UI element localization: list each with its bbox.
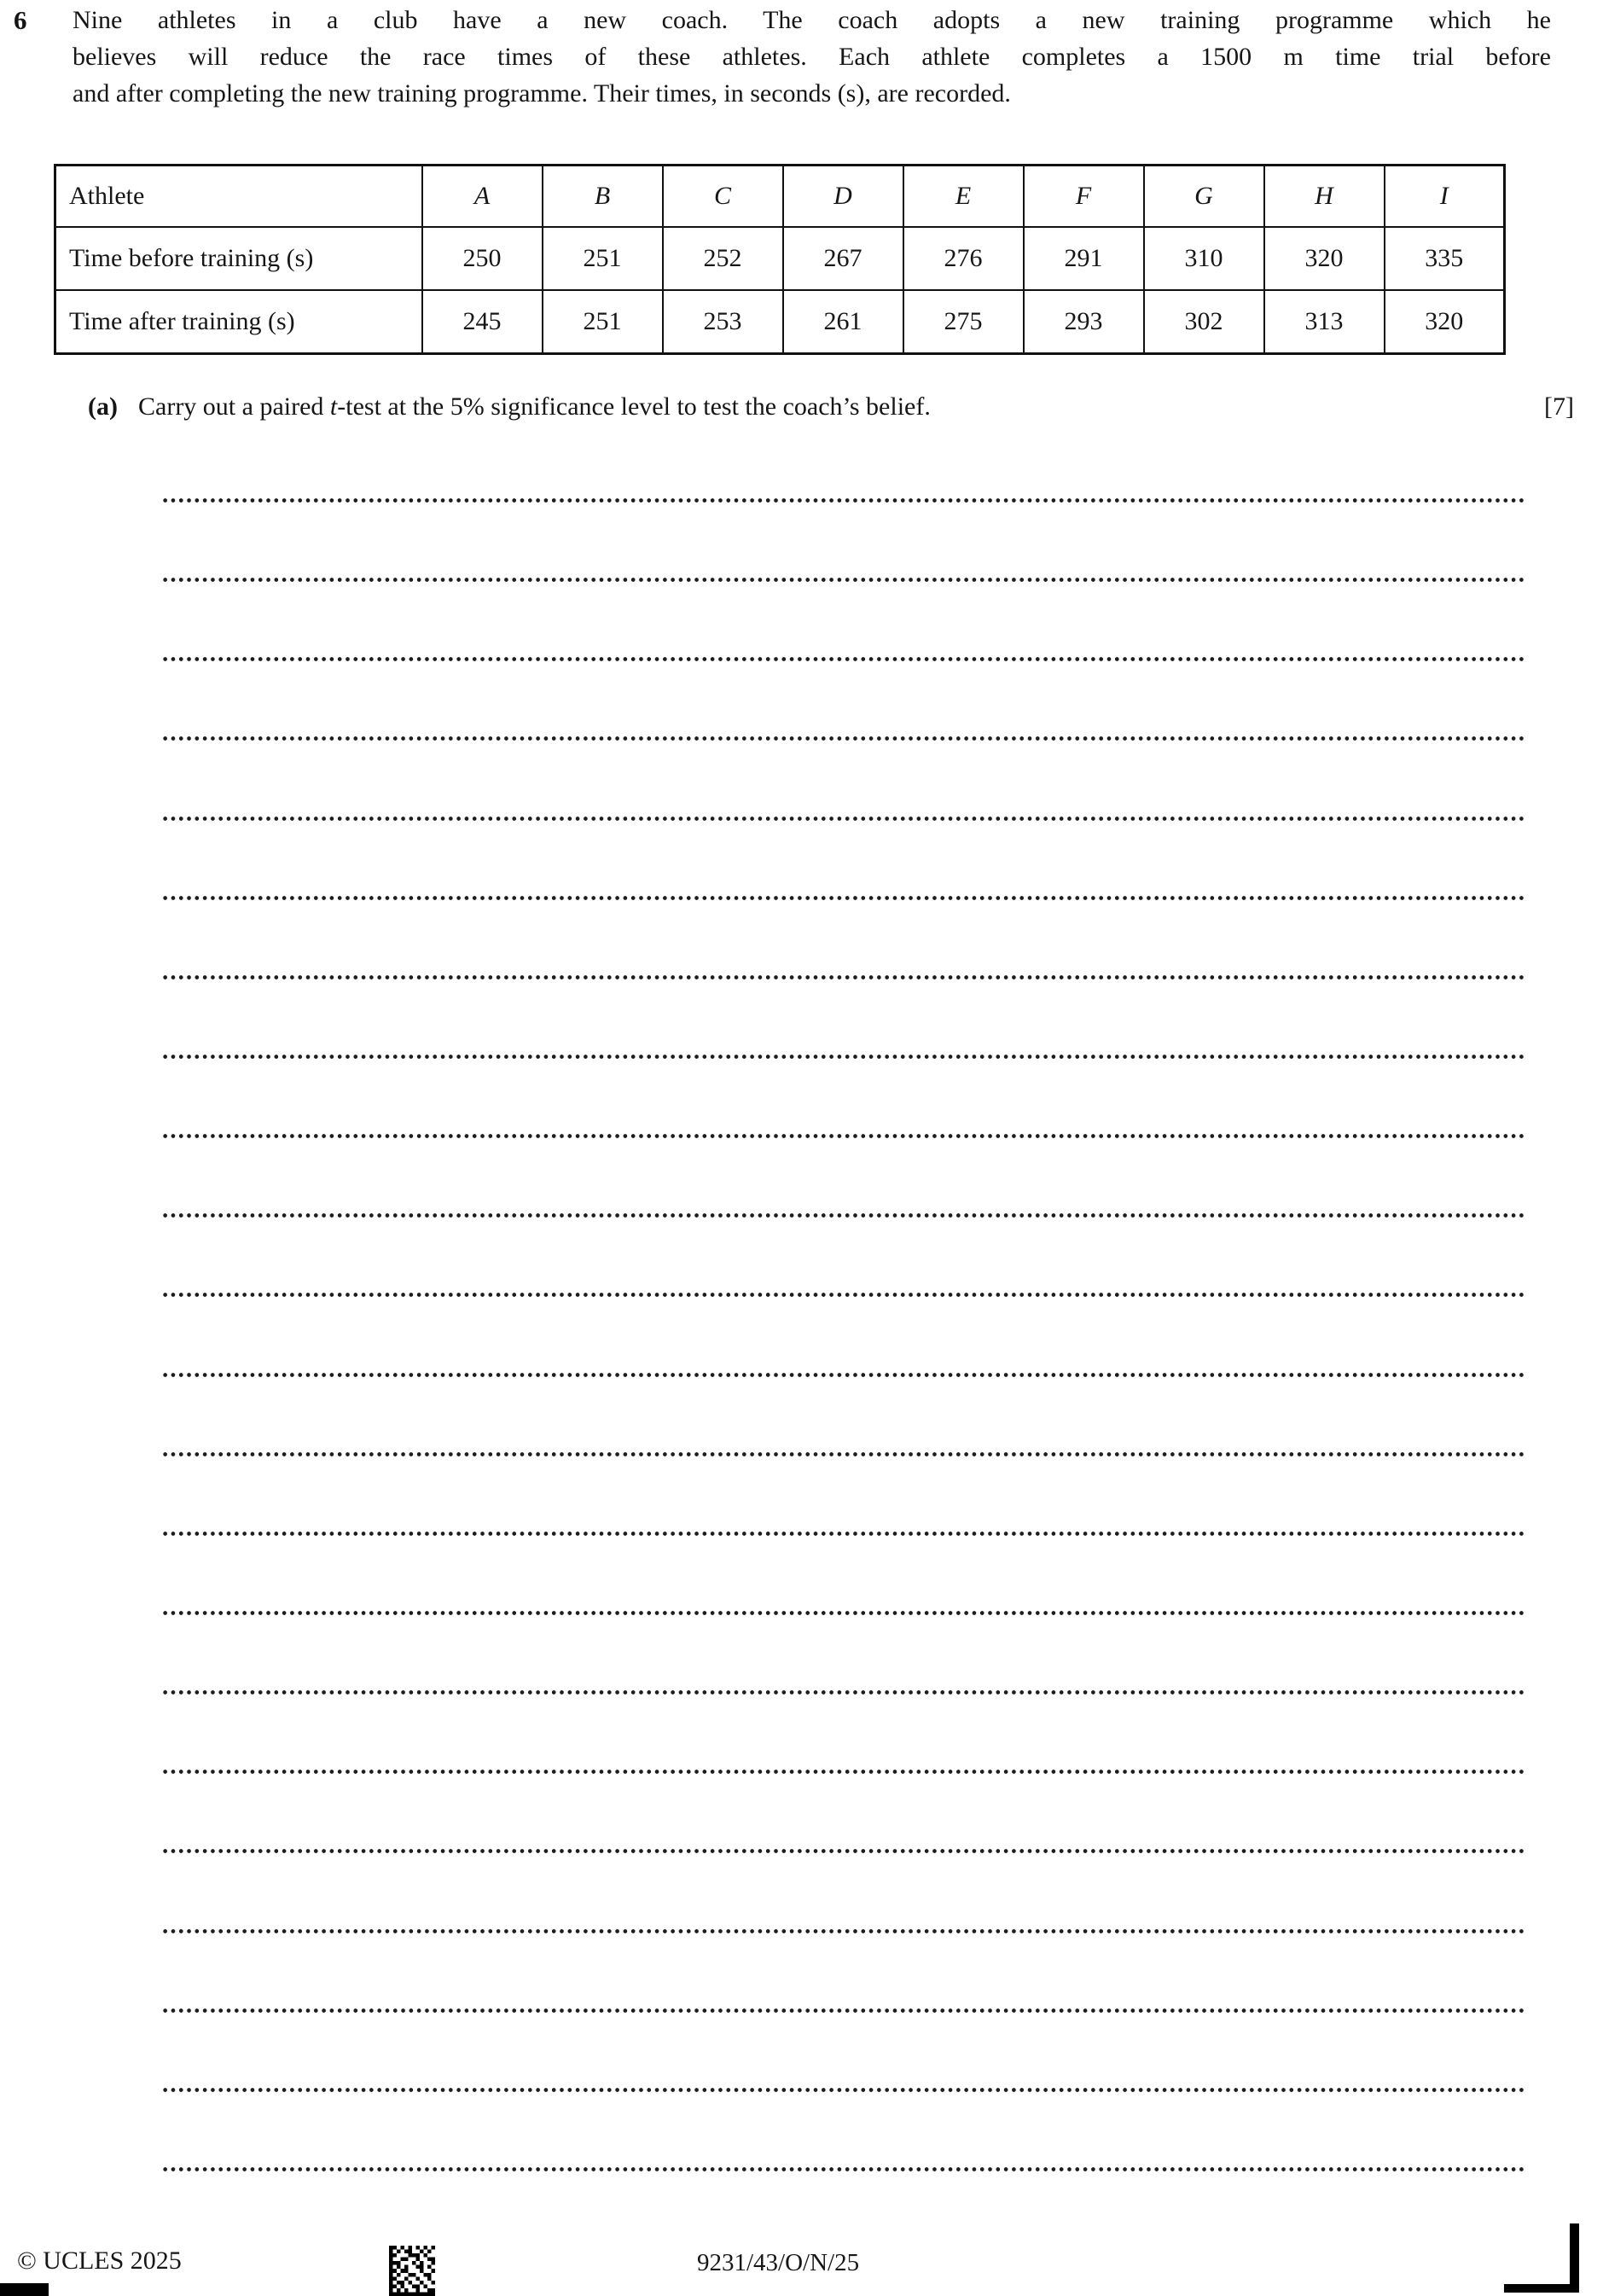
answer-line [161,1848,1525,1854]
athlete-header-cell: D [783,166,903,228]
table-row [55,227,1505,290]
athlete-header-cell: B [543,166,663,228]
answer-line [161,1928,1525,1934]
answer-line [161,2166,1525,2172]
athlete-header-cell: G [1144,166,1264,228]
print-mark-bottom-right-vertical [1570,2223,1579,2293]
time-value-cell: 291 [1024,227,1144,290]
time-value-cell: 250 [422,227,543,290]
part-a-text [138,391,931,423]
table-body [55,227,1505,354]
athlete-header-cell: A [422,166,543,228]
part-a-row [0,391,1603,427]
answer-line [161,1531,1525,1537]
time-value-cell: 252 [663,227,783,290]
footer-paper-code: 9231/43/O/N/25 [697,2249,860,2276]
time-value-cell: 293 [1024,290,1144,354]
time-value-cell: 313 [1264,290,1385,354]
time-value-cell: 275 [903,290,1024,354]
print-mark-bottom-left [0,2283,49,2296]
answer-line [161,497,1525,503]
time-value-cell: 251 [543,290,663,354]
athlete-header-cell: I [1385,166,1505,228]
question-intro [73,2,1551,112]
times-table [54,164,1506,355]
part-a-label: (a) [88,392,118,421]
time-value-cell: 276 [903,227,1024,290]
row-label-cell: Time after training (s) [55,290,422,354]
time-value-cell: 310 [1144,227,1264,290]
table-row [55,290,1505,354]
question-intro-line: believes will reduce the race times of these athletes. Each athlete completes a 1500 m time trial before [73,43,1551,71]
time-value-cell: 302 [1144,290,1264,354]
answer-line [161,2087,1525,2093]
answer-line [161,1212,1525,1218]
answer-line [161,2008,1525,2014]
answer-line [161,1133,1525,1139]
part-a-text-before: Carry out a paired [138,392,330,421]
answer-line [161,1292,1525,1298]
answer-line [161,1372,1525,1378]
athlete-header-cell: C [663,166,783,228]
time-value-cell: 253 [663,290,783,354]
answer-line [161,735,1525,741]
answer-line [161,1689,1525,1695]
question-intro-line: Nine athletes in a club have a new coach. The coach adopts a new training programme which he [73,6,1551,34]
athlete-header-cell: F [1024,166,1144,228]
answer-line [161,1610,1525,1616]
time-value-cell: 245 [422,290,543,354]
row-label-cell: Time before training (s) [55,227,422,290]
answer-line [161,816,1525,822]
answer-line [161,895,1525,901]
time-value-cell: 320 [1385,290,1505,354]
answer-line [161,656,1525,662]
answer-line [161,1054,1525,1060]
table-header-row [55,166,1505,228]
footer-copyright: © UCLES 2025 [17,2247,182,2275]
answer-line [161,1769,1525,1775]
answer-line [161,974,1525,980]
time-value-cell: 320 [1264,227,1385,290]
time-value-cell: 261 [783,290,903,354]
table-header-label: Athlete [55,166,422,228]
part-a-marks: [7] [1544,392,1574,421]
data-matrix-barcode [388,2246,436,2296]
part-a-text-after: -test at the 5% significance level to test the coach’s belief. [337,392,931,421]
question-intro-line: and after completing the new training programme. Their times, in seconds (s), are recorded. [73,79,1011,108]
time-value-cell: 267 [783,227,903,290]
answer-line [161,1451,1525,1457]
print-mark-bottom-right-horizontal [1504,2284,1579,2293]
time-value-cell: 251 [543,227,663,290]
time-value-cell: 335 [1385,227,1505,290]
part-a-text-italic: t [329,392,338,421]
question-number: 6 [14,5,27,35]
answer-line [161,577,1525,583]
athlete-header-cell: H [1264,166,1385,228]
athlete-header-cell: E [903,166,1024,228]
